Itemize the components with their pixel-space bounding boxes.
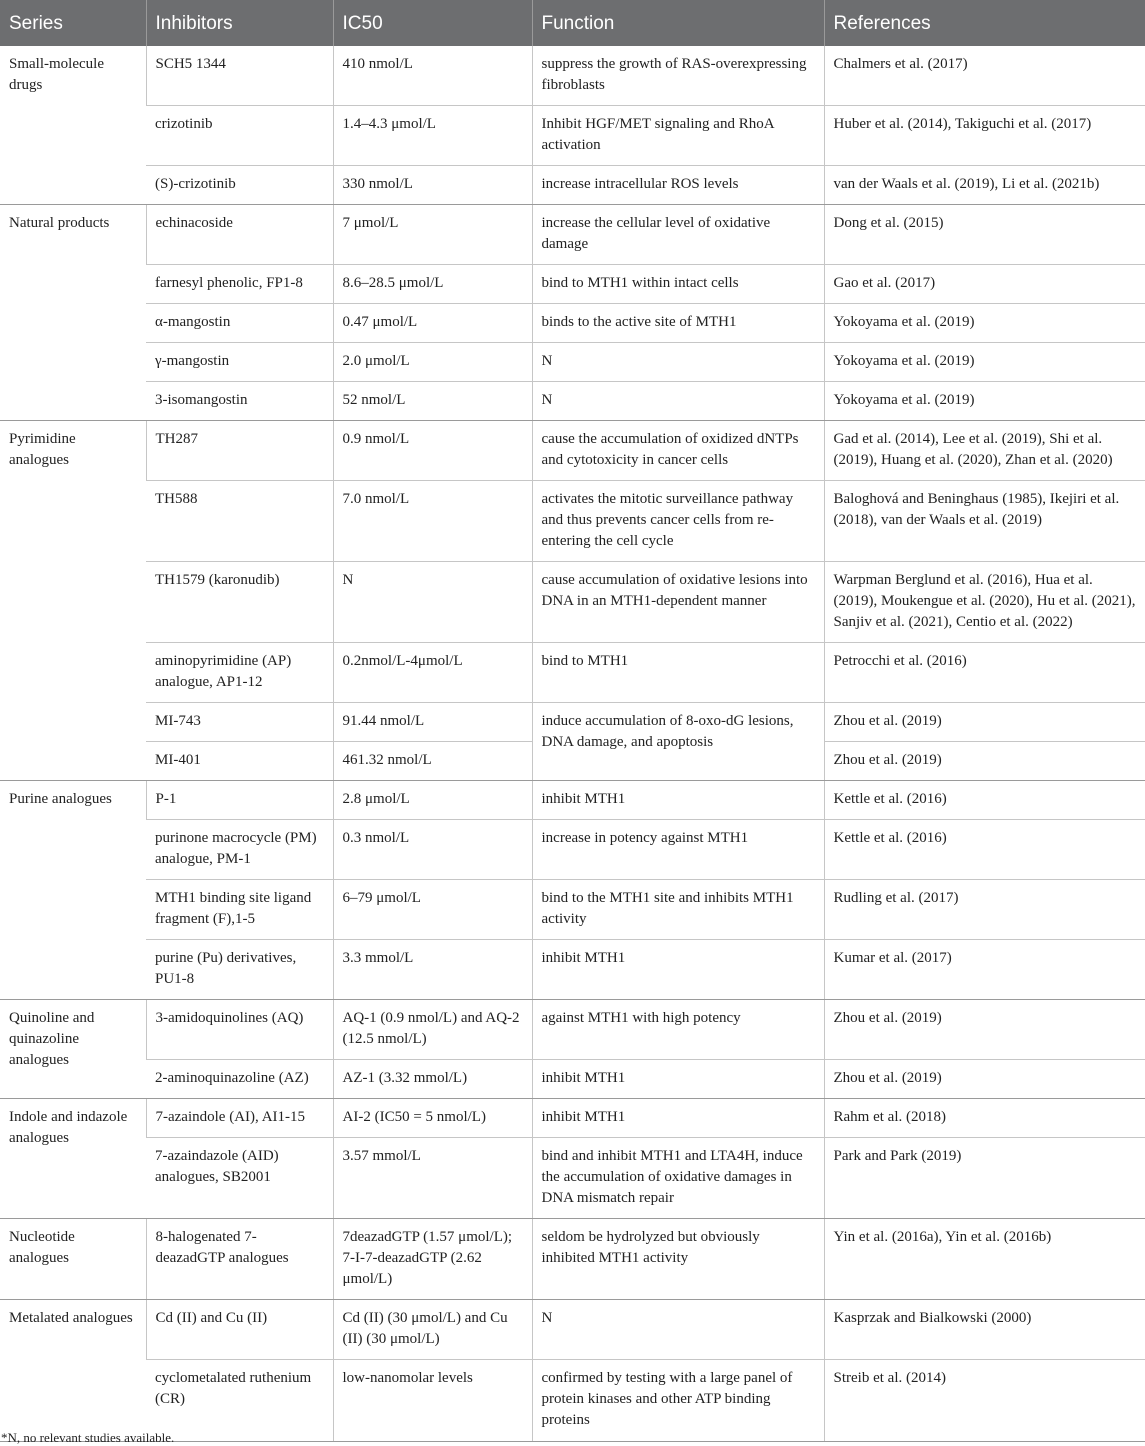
ic50-cell: 2.0 μmol/L (333, 343, 532, 382)
reference-cell: Yokoyama et al. (2019) (824, 304, 1145, 343)
table-row (0, 1300, 1145, 1360)
inhibitor-cell: TH287 (146, 421, 333, 481)
reference-cell: Zhou et al. (2019) (824, 1000, 1145, 1060)
reference-cell: Yin et al. (2016a), Yin et al. (2016b) (824, 1219, 1145, 1300)
inhibitor-cell: MI-401 (146, 742, 333, 781)
ic50-cell: 7.0 nmol/L (333, 481, 532, 562)
inhibitor-cell: purinone macrocycle (PM) analogue, PM-1 (146, 820, 333, 880)
table-row (0, 703, 1145, 742)
ic50-cell: 3.57 mmol/L (333, 1138, 532, 1219)
ic50-cell: 91.44 nmol/L (333, 703, 532, 742)
ic50-cell: AQ-1 (0.9 nmol/L) and AQ-2 (12.5 nmol/L) (333, 1000, 532, 1060)
table-row (0, 166, 1145, 205)
function-cell: activates the mitotic surveillance pathway and thus prevents cancer cells from re-entering the cell cycle (532, 481, 824, 562)
series-cell: Purine analogues (0, 781, 146, 1000)
inhibitor-cell: cyclometalated ruthenium (CR) (146, 1360, 333, 1442)
inhibitor-cell: 3-amidoquinolines (AQ) (146, 1000, 333, 1060)
ic50-cell: 0.47 μmol/L (333, 304, 532, 343)
table-row (0, 1138, 1145, 1219)
function-cell: N (532, 343, 824, 382)
inhibitor-cell: MI-743 (146, 703, 333, 742)
inhibitor-cell: P-1 (146, 781, 333, 820)
reference-cell: Kasprzak and Bialkowski (2000) (824, 1300, 1145, 1360)
header-inhibitors: Inhibitors (146, 0, 333, 46)
reference-cell: Zhou et al. (2019) (824, 703, 1145, 742)
table-row (0, 1060, 1145, 1099)
function-cell: against MTH1 with high potency (532, 1000, 824, 1060)
inhibitor-cell: 2-aminoquinazoline (AZ) (146, 1060, 333, 1099)
table-row (0, 46, 1145, 106)
ic50-cell: 8.6–28.5 μmol/L (333, 265, 532, 304)
function-cell: bind and inhibit MTH1 and LTA4H, induce the accumulation of oxidative damages in DNA mismatch repair (532, 1138, 824, 1219)
reference-cell: Park and Park (2019) (824, 1138, 1145, 1219)
inhibitor-cell: MTH1 binding site ligand fragment (F),1-5 (146, 880, 333, 940)
table-row (0, 781, 1145, 820)
function-cell: seldom be hydrolyzed but obviously inhibited MTH1 activity (532, 1219, 824, 1300)
function-cell: inhibit MTH1 (532, 940, 824, 1000)
reference-cell: Rahm et al. (2018) (824, 1099, 1145, 1138)
function-cell: inhibit MTH1 (532, 781, 824, 820)
function-cell: Inhibit HGF/MET signaling and RhoA activation (532, 106, 824, 166)
ic50-cell: AZ-1 (3.32 mmol/L) (333, 1060, 532, 1099)
inhibitor-cell: echinacoside (146, 205, 333, 265)
table-row (0, 643, 1145, 703)
ic50-cell: 6–79 μmol/L (333, 880, 532, 940)
inhibitor-cell: SCH5 1344 (146, 46, 333, 106)
header-series: Series (0, 0, 146, 46)
inhibitor-cell: α-mangostin (146, 304, 333, 343)
series-cell: Indole and indazole analogues (0, 1099, 146, 1219)
header-row (0, 0, 1145, 46)
function-cell: bind to the MTH1 site and inhibits MTH1 activity (532, 880, 824, 940)
ic50-cell: 0.2nmol/L-4μmol/L (333, 643, 532, 703)
series-cell: Natural products (0, 205, 146, 421)
ic50-cell: N (333, 562, 532, 643)
ic50-cell: Cd (II) (30 μmol/L) and Cu (II) (30 μmol/L) (333, 1300, 532, 1360)
ic50-cell: 0.9 nmol/L (333, 421, 532, 481)
ic50-cell: 7deazadGTP (1.57 μmol/L); 7-I-7-deazadGTP (2.62 μmol/L) (333, 1219, 532, 1300)
series-cell: Pyrimidine analogues (0, 421, 146, 781)
ic50-cell: low-nanomolar levels (333, 1360, 532, 1442)
ic50-cell: 2.8 μmol/L (333, 781, 532, 820)
inhibitor-cell: 3-isomangostin (146, 382, 333, 421)
inhibitor-cell: 7-azaindole (AI), AI1-15 (146, 1099, 333, 1138)
inhibitor-cell: aminopyrimidine (AP) analogue, AP1-12 (146, 643, 333, 703)
inhibitor-cell: purine (Pu) derivatives, PU1-8 (146, 940, 333, 1000)
table-row (0, 382, 1145, 421)
reference-cell: Warpman Berglund et al. (2016), Hua et al. (2019), Moukengue et al. (2020), Hu et al. (2021), Sanjiv et al. (2021), Centio et al. (2022) (824, 562, 1145, 643)
function-cell: increase the cellular level of oxidative damage (532, 205, 824, 265)
reference-cell: Rudling et al. (2017) (824, 880, 1145, 940)
table-row (0, 304, 1145, 343)
ic50-cell: 3.3 mmol/L (333, 940, 532, 1000)
inhibitor-cell: crizotinib (146, 106, 333, 166)
reference-cell: van der Waals et al. (2019), Li et al. (2021b) (824, 166, 1145, 205)
function-cell: binds to the active site of MTH1 (532, 304, 824, 343)
reference-cell: Petrocchi et al. (2016) (824, 643, 1145, 703)
table-row (0, 820, 1145, 880)
table-row (0, 106, 1145, 166)
table-row (0, 265, 1145, 304)
table-row (0, 880, 1145, 940)
header-ic50: IC50 (333, 0, 532, 46)
table-row (0, 343, 1145, 382)
ic50-cell: 330 nmol/L (333, 166, 532, 205)
function-cell: N (532, 1300, 824, 1360)
reference-cell: Dong et al. (2015) (824, 205, 1145, 265)
inhibitor-cell: TH1579 (karonudib) (146, 562, 333, 643)
function-cell: increase intracellular ROS levels (532, 166, 824, 205)
table-row (0, 421, 1145, 481)
ic50-cell: 1.4–4.3 μmol/L (333, 106, 532, 166)
reference-cell: Zhou et al. (2019) (824, 742, 1145, 781)
reference-cell: Yokoyama et al. (2019) (824, 343, 1145, 382)
reference-cell: Chalmers et al. (2017) (824, 46, 1145, 106)
series-cell: Small-molecule drugs (0, 46, 146, 205)
reference-cell: Kettle et al. (2016) (824, 781, 1145, 820)
reference-cell: Kettle et al. (2016) (824, 820, 1145, 880)
table-row (0, 481, 1145, 562)
function-cell: induce accumulation of 8-oxo-dG lesions, DNA damage, and apoptosis (532, 703, 824, 781)
table-row (0, 205, 1145, 265)
ic50-cell: 410 nmol/L (333, 46, 532, 106)
inhibitor-cell: (S)-crizotinib (146, 166, 333, 205)
table-footnote: *N, no relevant studies available. (1, 1430, 175, 1445)
reference-cell: Kumar et al. (2017) (824, 940, 1145, 1000)
table-row (0, 1000, 1145, 1060)
inhibitor-cell: farnesyl phenolic, FP1-8 (146, 265, 333, 304)
function-cell: inhibit MTH1 (532, 1060, 824, 1099)
inhibitor-cell: γ-mangostin (146, 343, 333, 382)
ic50-cell: 52 nmol/L (333, 382, 532, 421)
function-cell: bind to MTH1 (532, 643, 824, 703)
ic50-cell: 461.32 nmol/L (333, 742, 532, 781)
table-row (0, 940, 1145, 1000)
function-cell: confirmed by testing with a large panel of protein kinases and other ATP binding proteins (532, 1360, 824, 1442)
function-cell: increase in potency against MTH1 (532, 820, 824, 880)
function-cell: bind to MTH1 within intact cells (532, 265, 824, 304)
table-row (0, 562, 1145, 643)
inhibitor-cell: 7-azaindazole (AID) analogues, SB2001 (146, 1138, 333, 1219)
series-cell: Metalated analogues (0, 1300, 146, 1442)
function-cell: cause accumulation of oxidative lesions into DNA in an MTH1-dependent manner (532, 562, 824, 643)
reference-cell: Yokoyama et al. (2019) (824, 382, 1145, 421)
ic50-cell: 7 μmol/L (333, 205, 532, 265)
header-function: Function (532, 0, 824, 46)
function-cell: cause the accumulation of oxidized dNTPs and cytotoxicity in cancer cells (532, 421, 824, 481)
inhibitor-cell: 8-halogenated 7-deazadGTP analogues (146, 1219, 333, 1300)
function-cell: suppress the growth of RAS-overexpressing fibroblasts (532, 46, 824, 106)
function-cell: inhibit MTH1 (532, 1099, 824, 1138)
reference-cell: Gad et al. (2014), Lee et al. (2019), Shi et al. (2019), Huang et al. (2020), Zhan et al. (2020) (824, 421, 1145, 481)
reference-cell: Zhou et al. (2019) (824, 1060, 1145, 1099)
reference-cell: Gao et al. (2017) (824, 265, 1145, 304)
function-cell: N (532, 382, 824, 421)
reference-cell: Huber et al. (2014), Takiguchi et al. (2017) (824, 106, 1145, 166)
ic50-cell: 0.3 nmol/L (333, 820, 532, 880)
header-references: References (824, 0, 1145, 46)
inhibitor-cell: Cd (II) and Cu (II) (146, 1300, 333, 1360)
inhibitor-cell: TH588 (146, 481, 333, 562)
series-cell: Quinoline and quinazoline analogues (0, 1000, 146, 1099)
table-row (0, 1219, 1145, 1300)
reference-cell: Streib et al. (2014) (824, 1360, 1145, 1442)
reference-cell: Baloghová and Beninghaus (1985), Ikejiri et al. (2018), van der Waals et al. (2019) (824, 481, 1145, 562)
series-cell: Nucleotide analogues (0, 1219, 146, 1300)
ic50-cell: AI-2 (IC50 = 5 nmol/L) (333, 1099, 532, 1138)
table-row (0, 1099, 1145, 1138)
